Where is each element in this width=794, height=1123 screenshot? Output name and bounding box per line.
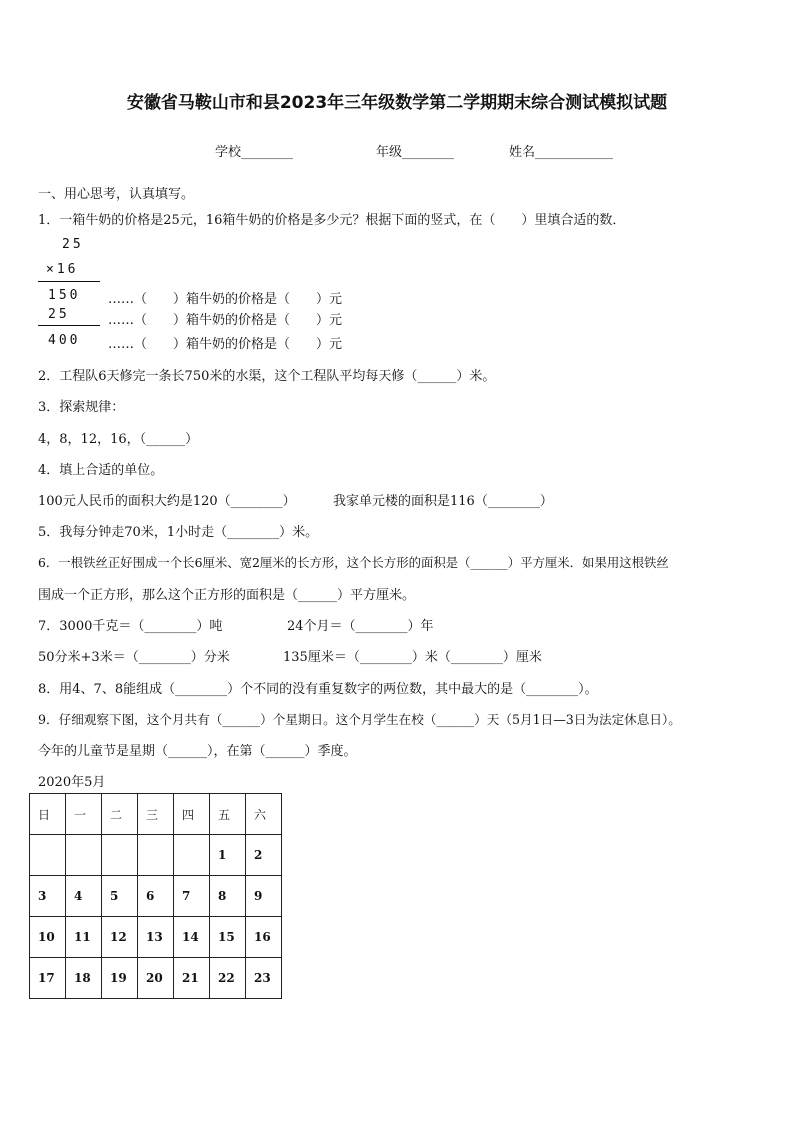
calendar-day: 16 xyxy=(246,917,282,958)
question-8: 8．用4、7、8能组成（________）个不同的没有重复数字的两位数，其中最大的是（________）。 xyxy=(38,682,598,697)
page-title: 安徽省马鞍山市和县2023年三年级数学第二学期期末综合测试模拟试题 xyxy=(126,93,668,113)
calc-rule xyxy=(38,325,100,326)
calendar-day: 12 xyxy=(102,917,138,958)
question-4-b: 我家单元楼的面积是116（________） xyxy=(333,494,553,509)
question-6: 6．一根铁丝正好围成一个长6厘米、宽2厘米的长方形，这个长方形的面积是（______）平方厘米．如果用这根铁丝 xyxy=(38,555,669,570)
calendar-day: 20 xyxy=(138,958,174,999)
section-heading: 一、用心思考，认真填写。 xyxy=(38,187,195,202)
calc-partial-1: 150 xyxy=(48,288,81,303)
calendar-day: 11 xyxy=(66,917,102,958)
calendar-day xyxy=(138,835,174,876)
question-4: 4．填上合适的单位。 xyxy=(38,463,164,478)
calendar-day: 4 xyxy=(66,876,102,917)
calendar-day: 1 xyxy=(210,835,246,876)
calendar-week xyxy=(30,835,282,876)
question-7-c: 50分米+3米＝（________）分米 xyxy=(38,650,230,665)
calendar-header: 二 xyxy=(102,794,138,835)
name-field[interactable]: 姓名____________ xyxy=(509,145,614,160)
question-5: 5．我每分钟走70米，1小时走（________）米。 xyxy=(38,525,319,540)
calc-product: 400 xyxy=(48,333,81,348)
calendar-day: 9 xyxy=(246,876,282,917)
calendar-day: 19 xyxy=(102,958,138,999)
question-3: 3．探索规律： xyxy=(38,400,125,415)
calendar-header-row xyxy=(30,794,282,835)
calendar-day: 6 xyxy=(138,876,174,917)
calendar-day: 3 xyxy=(30,876,66,917)
calendar-day: 7 xyxy=(174,876,210,917)
calendar-header: 一 xyxy=(66,794,102,835)
question-7-d: 135厘米＝（________）米（________）厘米 xyxy=(283,650,542,665)
question-3-sequence: 4，8，12，16，（______） xyxy=(38,432,199,447)
calc-annotation: ……（ ）箱牛奶的价格是（ ）元 xyxy=(108,313,343,328)
calendar-day xyxy=(30,835,66,876)
question-6-cont: 围成一个正方形，那么这个正方形的面积是（______）平方厘米。 xyxy=(38,588,416,603)
calendar-day: 14 xyxy=(174,917,210,958)
calendar-day xyxy=(102,835,138,876)
calendar-header: 日 xyxy=(30,794,66,835)
calendar-week xyxy=(30,876,282,917)
calendar-table xyxy=(29,793,282,999)
calc-annotation: ……（ ）箱牛奶的价格是（ ）元 xyxy=(108,337,343,352)
calendar-day: 21 xyxy=(174,958,210,999)
question-7-b: 24个月＝（________）年 xyxy=(287,619,434,634)
calendar-day: 17 xyxy=(30,958,66,999)
calendar-header: 三 xyxy=(138,794,174,835)
calendar-header: 六 xyxy=(246,794,282,835)
calendar-day: 5 xyxy=(102,876,138,917)
calc-annotation: ……（ ）箱牛奶的价格是（ ）元 xyxy=(108,292,343,307)
calendar-day xyxy=(174,835,210,876)
calendar-header: 四 xyxy=(174,794,210,835)
school-field[interactable]: 学校________ xyxy=(215,145,294,160)
question-1: 1．一箱牛奶的价格是25元，16箱牛奶的价格是多少元？根据下面的竖式，在（ ）里填合适的数． xyxy=(38,213,626,228)
question-7-a: 7．3000千克＝（________）吨 xyxy=(38,619,223,634)
calendar-day: 15 xyxy=(210,917,246,958)
calc-rule xyxy=(38,281,100,282)
question-4-a: 100元人民币的面积大约是120（________） xyxy=(38,494,296,509)
calendar-day: 13 xyxy=(138,917,174,958)
calendar-caption: 2020年5月 xyxy=(38,775,106,790)
calendar-header: 五 xyxy=(210,794,246,835)
calendar-week xyxy=(30,917,282,958)
calendar-day: 10 xyxy=(30,917,66,958)
calc-multiplicand: 25 xyxy=(62,237,84,252)
question-9: 9．仔细观察下图，这个月共有（______）个星期日。这个月学生在校（______）天（5月1日—3日为法定休息日）。 xyxy=(38,712,681,727)
question-9-cont: 今年的儿童节是星期（______），在第（______）季度。 xyxy=(38,744,357,759)
calendar-day xyxy=(66,835,102,876)
calc-multiplier: ×16 xyxy=(46,262,79,277)
grade-field[interactable]: 年级________ xyxy=(376,145,455,160)
calendar-day: 18 xyxy=(66,958,102,999)
question-2: 2．工程队6天修完一条长750米的水渠，这个工程队平均每天修（______）米。 xyxy=(38,369,496,384)
calendar-day: 22 xyxy=(210,958,246,999)
calendar-week xyxy=(30,958,282,999)
calendar-day: 2 xyxy=(246,835,282,876)
calc-partial-2: 25 xyxy=(48,307,70,322)
calendar-day: 8 xyxy=(210,876,246,917)
calendar-day: 23 xyxy=(246,958,282,999)
